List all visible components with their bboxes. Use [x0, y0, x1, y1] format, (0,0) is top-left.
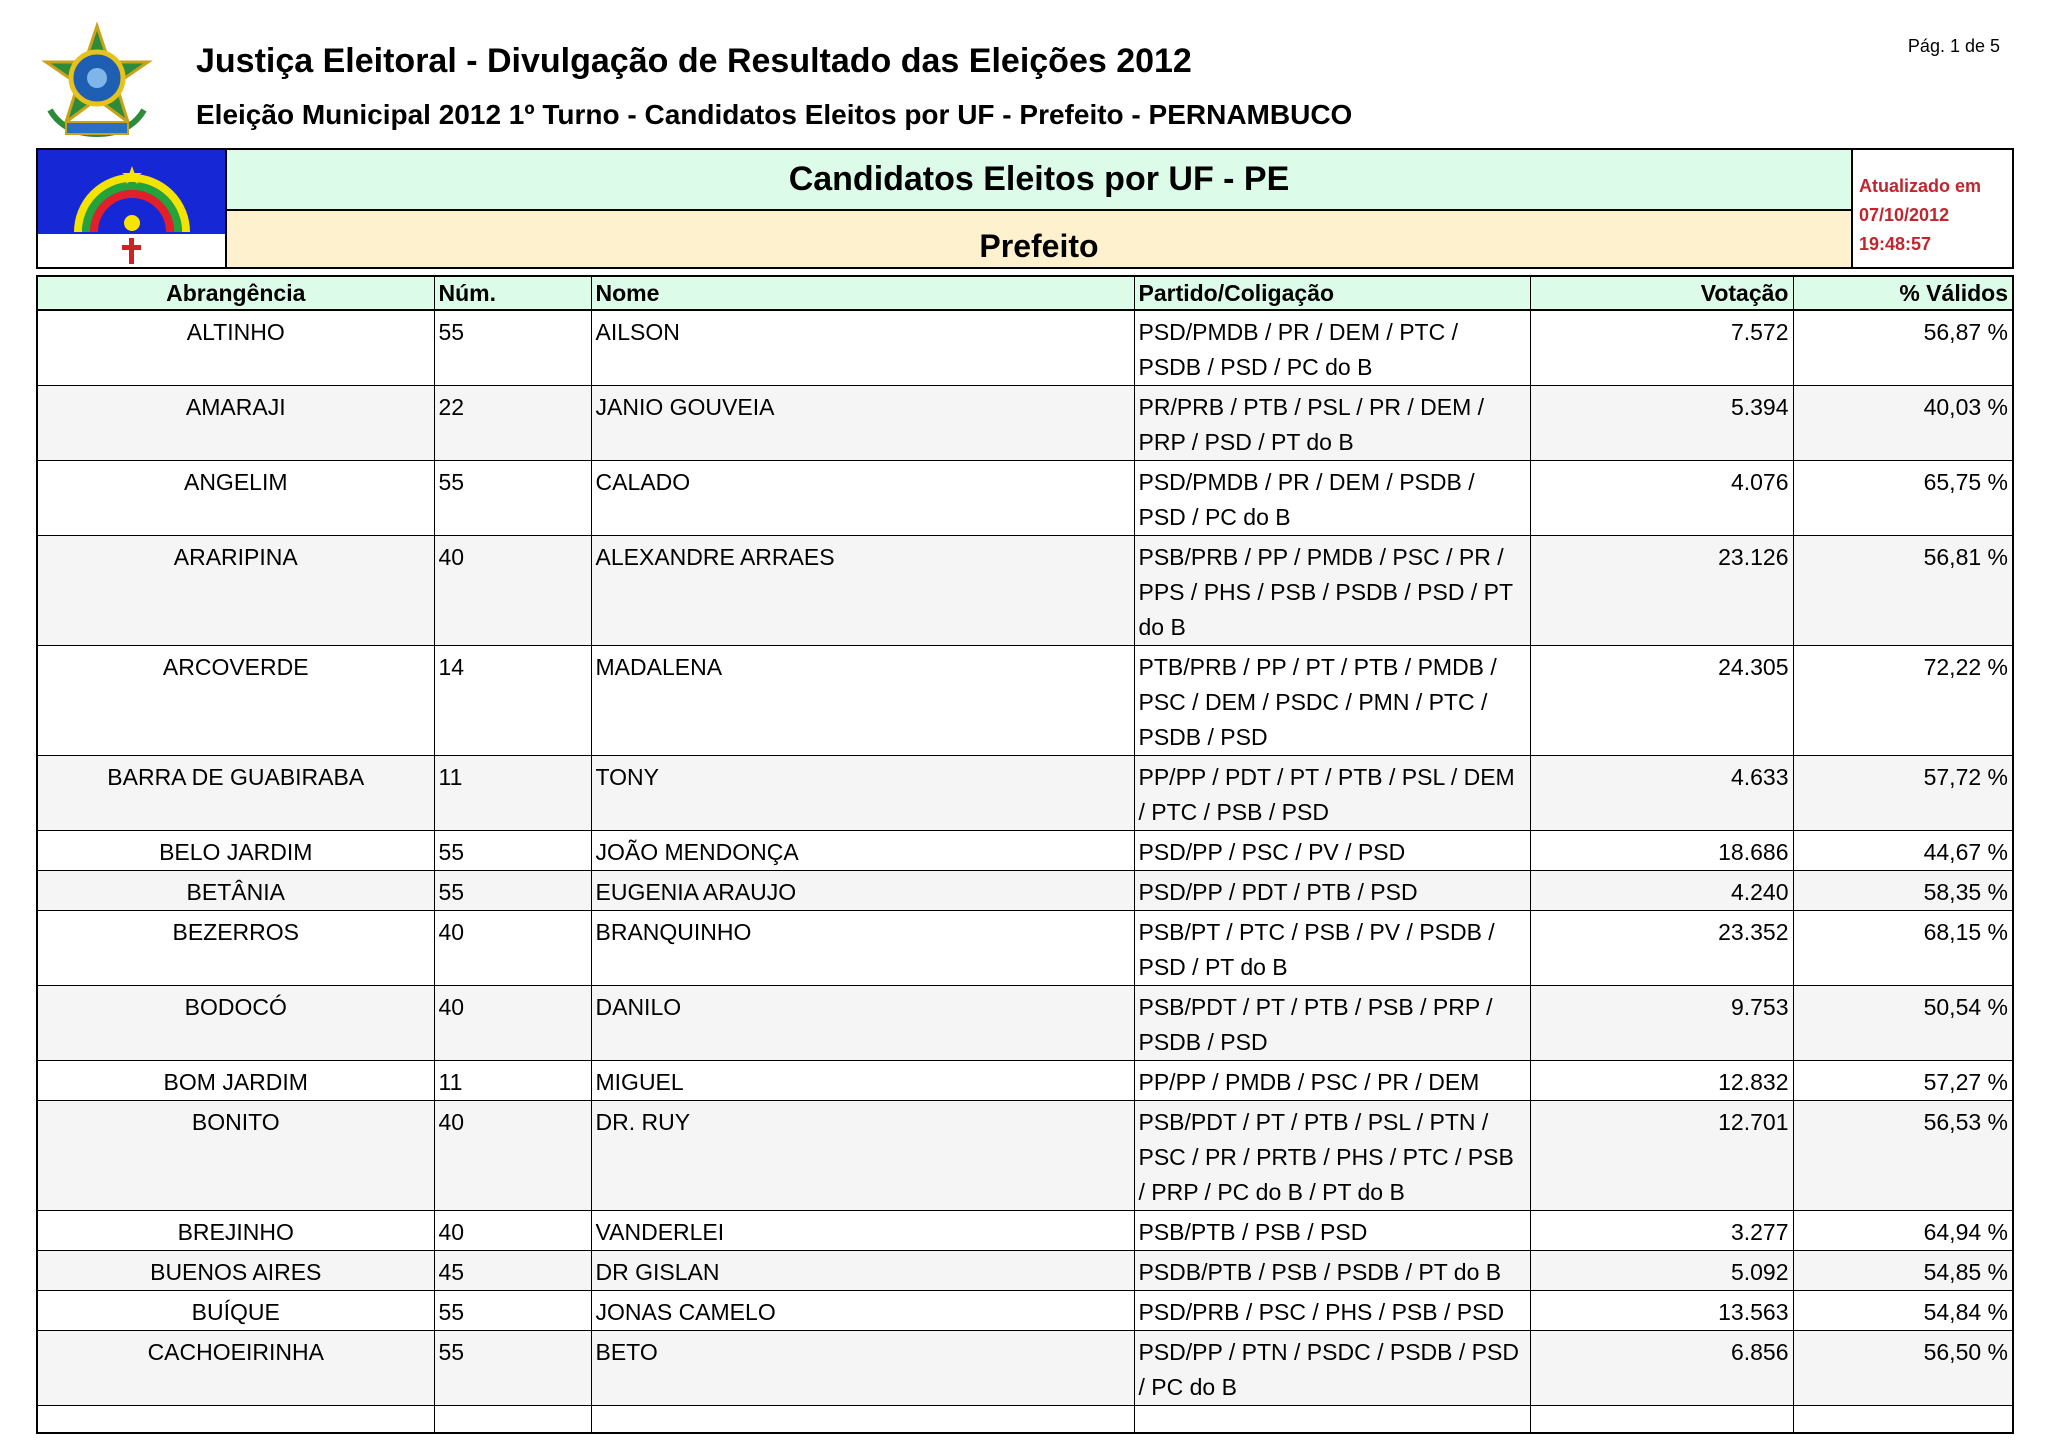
table-row: [38, 1291, 2012, 1331]
cell-nome: DANILO: [591, 986, 1134, 1061]
cell-nome: JANIO GOUVEIA: [591, 386, 1134, 461]
cell-validos: 65,75 %: [1793, 461, 2012, 536]
cell-num: 40: [434, 536, 591, 646]
results-banner: [36, 148, 2014, 269]
cell-validos: 50,54 %: [1793, 986, 2012, 1061]
cell-num: 40: [434, 1211, 591, 1251]
cell-votacao: 13.563: [1530, 1291, 1793, 1331]
party-line: PSDB / PSD: [1138, 724, 1268, 750]
updated-date: 07/10/2012: [1859, 205, 1950, 225]
cell-num: 55: [434, 1331, 591, 1406]
party-line: PSC / DEM / PSDC / PMN / PTC /: [1138, 689, 1488, 715]
table-row: [38, 646, 2012, 756]
cell-validos: 68,15 %: [1793, 911, 2012, 986]
cell-abrangencia: CACHOEIRINHA: [38, 1331, 434, 1406]
cell-num: 11: [434, 756, 591, 831]
cell-nome: DR. RUY: [591, 1101, 1134, 1211]
cell-votacao: 5.092: [1530, 1251, 1793, 1291]
party-line: PSD/PP / PSC / PV / PSD: [1138, 839, 1406, 865]
empty-cell: [1793, 1406, 2012, 1433]
cell-num: 40: [434, 1101, 591, 1211]
table-body: [38, 310, 2012, 1432]
cell-votacao: 12.701: [1530, 1101, 1793, 1211]
cell-validos: 72,22 %: [1793, 646, 2012, 756]
cell-abrangencia: BARRA DE GUABIRABA: [38, 756, 434, 831]
cell-votacao: 23.352: [1530, 911, 1793, 986]
party-line: PSDB/PTB / PSB / PSDB / PT do B: [1138, 1259, 1502, 1285]
table-header-row: [38, 277, 2012, 310]
cell-abrangencia: BONITO: [38, 1101, 434, 1211]
table-row: [38, 310, 2012, 386]
col-header-partido: Partido/Coligação: [1134, 277, 1530, 310]
cell-abrangencia: BETÂNIA: [38, 871, 434, 911]
cell-partido: [1134, 831, 1530, 871]
table-row: [38, 911, 2012, 986]
table-row: [38, 1251, 2012, 1291]
cell-partido: [1134, 986, 1530, 1061]
cell-validos: 56,87 %: [1793, 310, 2012, 386]
cell-votacao: 9.753: [1530, 986, 1793, 1061]
cell-abrangencia: BELO JARDIM: [38, 831, 434, 871]
cell-partido: [1134, 646, 1530, 756]
cell-nome: VANDERLEI: [591, 1211, 1134, 1251]
cell-partido: [1134, 1291, 1530, 1331]
cell-votacao: 23.126: [1530, 536, 1793, 646]
cell-abrangencia: ANGELIM: [38, 461, 434, 536]
cell-num: 55: [434, 1291, 591, 1331]
table-row: [38, 871, 2012, 911]
cell-num: 22: [434, 386, 591, 461]
cell-votacao: 4.240: [1530, 871, 1793, 911]
party-line: PSD / PT do B: [1138, 954, 1288, 980]
empty-cell: [38, 1406, 434, 1433]
report-title: Justiça Eleitoral - Divulgação de Resultado das Eleições 2012: [196, 42, 1192, 80]
results-table: [36, 275, 2014, 1434]
cell-votacao: 5.394: [1530, 386, 1793, 461]
cell-nome: CALADO: [591, 461, 1134, 536]
party-line: PSDB / PSD / PC do B: [1138, 354, 1373, 380]
table-row: [38, 536, 2012, 646]
cell-votacao: 3.277: [1530, 1211, 1793, 1251]
party-line: PSB/PDT / PT / PTB / PSB / PRP /: [1138, 994, 1493, 1020]
party-line: PSB/PRB / PP / PMDB / PSC / PR /: [1138, 544, 1504, 570]
table-row: [38, 1211, 2012, 1251]
col-header-validos: % Válidos: [1793, 277, 2012, 310]
col-header-abrangencia: Abrangência: [38, 277, 434, 310]
cell-partido: [1134, 756, 1530, 831]
cell-partido: [1134, 536, 1530, 646]
cell-num: 40: [434, 911, 591, 986]
cell-votacao: 6.856: [1530, 1331, 1793, 1406]
party-line: PSC / PR / PRTB / PHS / PTC / PSB: [1138, 1144, 1514, 1170]
cell-partido: [1134, 1211, 1530, 1251]
party-line: PR/PRB / PTB / PSL / PR / DEM /: [1138, 394, 1485, 420]
table-row: [38, 1101, 2012, 1211]
cell-partido: [1134, 1061, 1530, 1101]
party-line: PSD / PC do B: [1138, 504, 1291, 530]
cell-abrangencia: BOM JARDIM: [38, 1061, 434, 1101]
party-line: PSD/PMDB / PR / DEM / PSDB /: [1138, 469, 1475, 495]
empty-cell: [1134, 1406, 1530, 1433]
party-line: PSD/PRB / PSC / PHS / PSB / PSD: [1138, 1299, 1505, 1325]
table-row: [38, 1331, 2012, 1406]
cell-partido: [1134, 310, 1530, 386]
cell-num: 40: [434, 986, 591, 1061]
cell-partido: [1134, 386, 1530, 461]
updated-time: 19:48:57: [1859, 234, 1932, 254]
cell-nome: AILSON: [591, 310, 1134, 386]
cell-nome: BRANQUINHO: [591, 911, 1134, 986]
cell-partido: [1134, 1331, 1530, 1406]
cell-num: 11: [434, 1061, 591, 1101]
cell-num: 45: [434, 1251, 591, 1291]
updated-label: Atualizado em: [1859, 176, 1982, 196]
cell-nome: ALEXANDRE ARRAES: [591, 536, 1134, 646]
party-line: PP/PP / PDT / PT / PTB / PSL / DEM: [1138, 764, 1515, 790]
party-line: PSDB / PSD: [1138, 1029, 1268, 1055]
cell-num: 55: [434, 831, 591, 871]
cell-partido: [1134, 461, 1530, 536]
cell-num: 14: [434, 646, 591, 756]
party-line: PTB/PRB / PP / PT / PTB / PMDB /: [1138, 654, 1497, 680]
party-line: / PRP / PC do B / PT do B: [1138, 1179, 1405, 1205]
cell-abrangencia: ARCOVERDE: [38, 646, 434, 756]
cell-validos: 44,67 %: [1793, 831, 2012, 871]
cell-num: 55: [434, 461, 591, 536]
party-line: PSD/PMDB / PR / DEM / PTC /: [1138, 319, 1458, 345]
party-line: PRP / PSD / PT do B: [1138, 429, 1354, 455]
cell-validos: 56,50 %: [1793, 1331, 2012, 1406]
cell-nome: DR GISLAN: [591, 1251, 1134, 1291]
cell-partido: [1134, 1101, 1530, 1211]
cell-partido: [1134, 1251, 1530, 1291]
col-header-votacao: Votação: [1530, 277, 1793, 310]
party-line: PSB/PDT / PT / PTB / PSL / PTN /: [1138, 1109, 1489, 1135]
empty-cell: [1530, 1406, 1793, 1433]
party-line: PSD/PP / PTN / PSDC / PSDB / PSD: [1138, 1339, 1519, 1365]
cell-partido: [1134, 871, 1530, 911]
cell-partido: [1134, 911, 1530, 986]
cell-validos: 40,03 %: [1793, 386, 2012, 461]
report-subtitle: Eleição Municipal 2012 1º Turno - Candidatos Eleitos por UF - Prefeito - PERNAMBUCO: [196, 99, 1353, 130]
cell-abrangencia: BODOCÓ: [38, 986, 434, 1061]
party-line: PSB/PT / PTC / PSB / PV / PSDB /: [1138, 919, 1495, 945]
cell-validos: 56,53 %: [1793, 1101, 2012, 1211]
table-row: [38, 386, 2012, 461]
party-line: do B: [1138, 614, 1186, 640]
cell-validos: 57,72 %: [1793, 756, 2012, 831]
cell-abrangencia: ALTINHO: [38, 310, 434, 386]
cell-votacao: 4.076: [1530, 461, 1793, 536]
page-number: Pág. 1 de 5: [1907, 36, 2000, 56]
cell-validos: 56,81 %: [1793, 536, 2012, 646]
banner-title: Candidatos Eleitos por UF - PE: [227, 150, 1851, 211]
cell-abrangencia: BREJINHO: [38, 1211, 434, 1251]
table-row: [38, 831, 2012, 871]
party-line: PSB/PTB / PSB / PSD: [1138, 1219, 1368, 1245]
col-header-num: Núm.: [434, 277, 591, 310]
table-row: [38, 986, 2012, 1061]
cell-abrangencia: AMARAJI: [38, 386, 434, 461]
party-line: / PTC / PSB / PSD: [1138, 799, 1329, 825]
cell-votacao: 12.832: [1530, 1061, 1793, 1101]
pernambuco-flag-icon: [38, 150, 227, 267]
cell-nome: MADALENA: [591, 646, 1134, 756]
party-line: PSD/PP / PDT / PTB / PSD: [1138, 879, 1418, 905]
empty-cell: [591, 1406, 1134, 1433]
cell-num: 55: [434, 310, 591, 386]
cell-validos: 54,85 %: [1793, 1251, 2012, 1291]
updated-info: [1853, 150, 2012, 267]
banner-office: Prefeito: [227, 211, 1851, 267]
cell-votacao: 4.633: [1530, 756, 1793, 831]
cell-abrangencia: BEZERROS: [38, 911, 434, 986]
empty-cell: [434, 1406, 591, 1433]
cell-validos: 57,27 %: [1793, 1061, 2012, 1101]
party-line: PPS / PHS / PSB / PSDB / PSD / PT: [1138, 579, 1514, 605]
cell-abrangencia: BUENOS AIRES: [38, 1251, 434, 1291]
cell-validos: 64,94 %: [1793, 1211, 2012, 1251]
cell-votacao: 24.305: [1530, 646, 1793, 756]
cell-nome: MIGUEL: [591, 1061, 1134, 1101]
party-line: / PC do B: [1138, 1374, 1237, 1400]
empty-row: [38, 1406, 2012, 1433]
cell-nome: EUGENIA ARAUJO: [591, 871, 1134, 911]
table-row: [38, 1061, 2012, 1101]
cell-nome: TONY: [591, 756, 1134, 831]
cell-validos: 58,35 %: [1793, 871, 2012, 911]
cell-abrangencia: ARARIPINA: [38, 536, 434, 646]
cell-validos: 54,84 %: [1793, 1291, 2012, 1331]
cell-nome: JOÃO MENDONÇA: [591, 831, 1134, 871]
table-row: [38, 461, 2012, 536]
coat-of-arms-icon: [36, 22, 158, 144]
table-row: [38, 756, 2012, 831]
cell-num: 55: [434, 871, 591, 911]
cell-votacao: 18.686: [1530, 831, 1793, 871]
col-header-nome: Nome: [591, 277, 1134, 310]
cell-nome: BETO: [591, 1331, 1134, 1406]
cell-abrangencia: BUÍQUE: [38, 1291, 434, 1331]
cell-votacao: 7.572: [1530, 310, 1793, 386]
cell-nome: JONAS CAMELO: [591, 1291, 1134, 1331]
party-line: PP/PP / PMDB / PSC / PR / DEM: [1138, 1069, 1480, 1095]
